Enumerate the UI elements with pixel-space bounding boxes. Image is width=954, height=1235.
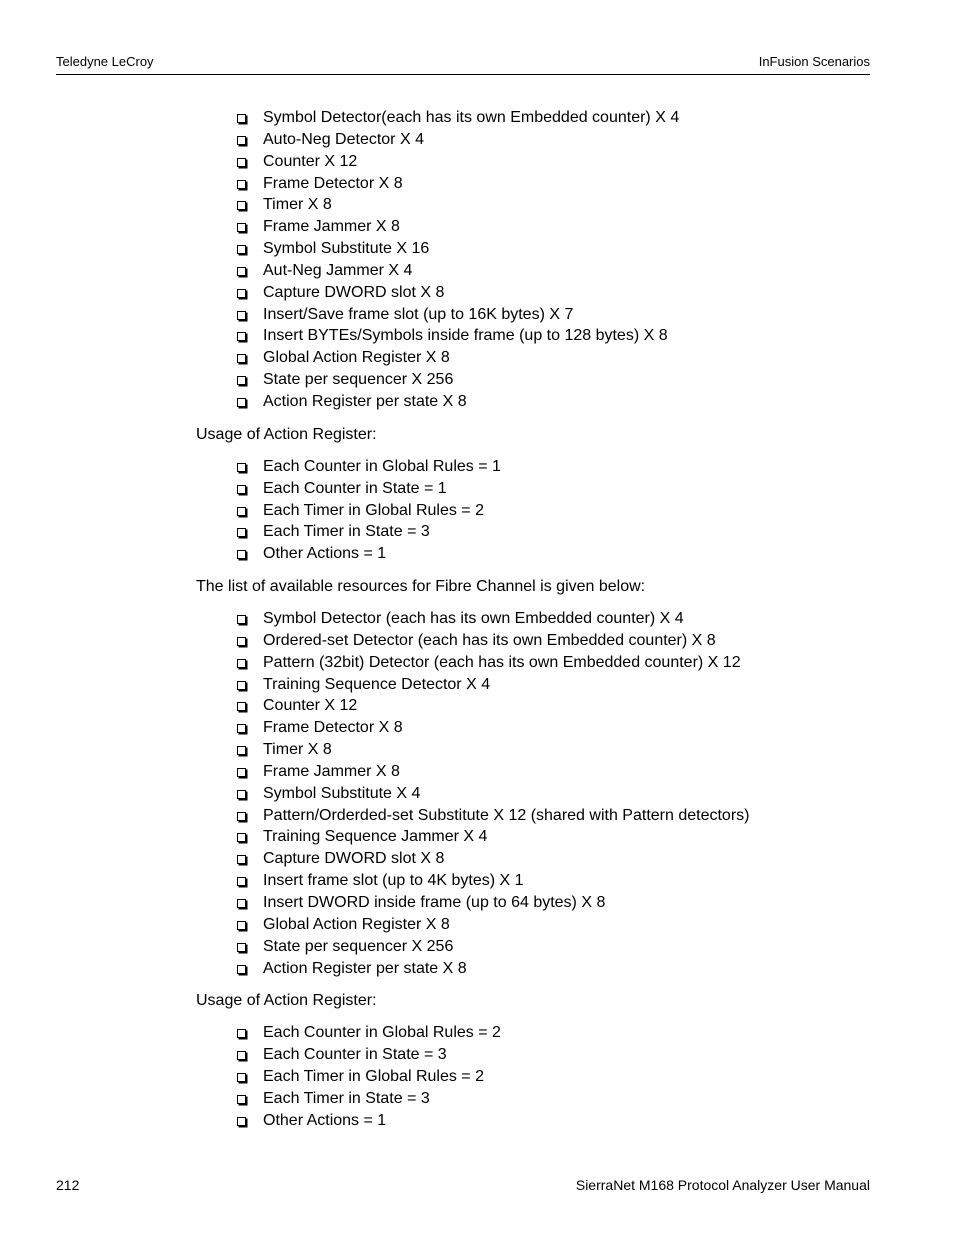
- list-item: [237, 282, 836, 304]
- usage-heading-1: Usage of Action Register:: [196, 425, 377, 443]
- list-item: [237, 826, 836, 848]
- checkbox-bullet-icon: [237, 702, 246, 711]
- checkbox-bullet-icon: [237, 921, 246, 930]
- list-item-text: Frame Detector X 8: [263, 719, 403, 737]
- checkbox-bullet-icon: [237, 1073, 246, 1082]
- list-item: [237, 500, 836, 522]
- list-item-text: Pattern (32bit) Detector (each has its own Embedded counter) X 12: [263, 653, 741, 671]
- resource-list-ethernet: [237, 107, 836, 413]
- checkbox-bullet-icon: [237, 1029, 246, 1038]
- list-item-text: State per sequencer X 256: [263, 371, 454, 389]
- list-item: [237, 151, 836, 173]
- list-item: [237, 630, 836, 652]
- list-item-text: Aut-Neg Jammer X 4: [263, 261, 413, 279]
- list-item: [237, 717, 836, 739]
- list-item: [237, 892, 836, 914]
- checkbox-bullet-icon: [237, 550, 246, 559]
- list-item-text: Capture DWORD slot X 8: [263, 283, 445, 301]
- list-item-text: Frame Jammer X 8: [263, 218, 400, 236]
- list-item-text: Each Timer in Global Rules = 2: [263, 501, 484, 519]
- checkbox-bullet-icon: [237, 114, 246, 123]
- list-item: [237, 674, 836, 696]
- list-item-text: Insert BYTEs/Symbols inside frame (up to 128 bytes) X 8: [263, 327, 668, 345]
- list-item-text: Pattern/Orderded-set Substitute X 12 (shared with Pattern detectors): [263, 806, 750, 824]
- list-item: [237, 521, 836, 543]
- list-item: [237, 1022, 836, 1044]
- list-item-text: Timer X 8: [263, 741, 332, 759]
- list-item: [237, 325, 836, 347]
- list-item-text: Action Register per state X 8: [263, 959, 467, 977]
- checkbox-bullet-icon: [237, 637, 246, 646]
- checkbox-bullet-icon: [237, 790, 246, 799]
- checkbox-bullet-icon: [237, 376, 246, 385]
- list-item-text: Insert/Save frame slot (up to 16K bytes) X 7: [263, 305, 574, 323]
- checkbox-bullet-icon: [237, 354, 246, 363]
- list-item-text: Insert frame slot (up to 4K bytes) X 1: [263, 872, 524, 890]
- list-item-text: Frame Jammer X 8: [263, 762, 400, 780]
- list-item: [237, 347, 836, 369]
- list-item: [237, 216, 836, 238]
- manual-title: SierraNet M168 Protocol Analyzer User Manual: [575, 1177, 870, 1193]
- checkbox-bullet-icon: [237, 507, 246, 516]
- checkbox-bullet-icon: [237, 877, 246, 886]
- list-item: [237, 805, 836, 827]
- checkbox-bullet-icon: [237, 899, 246, 908]
- page-header: [56, 52, 870, 75]
- list-item-text: Each Timer in State = 3: [263, 1089, 430, 1107]
- usage-list-2: [237, 1022, 836, 1131]
- list-item-text: Action Register per state X 8: [263, 392, 467, 410]
- checkbox-bullet-icon: [237, 965, 246, 974]
- checkbox-bullet-icon: [237, 463, 246, 472]
- checkbox-bullet-icon: [237, 855, 246, 864]
- list-item: [237, 173, 836, 195]
- list-item-text: Each Timer in Global Rules = 2: [263, 1068, 484, 1086]
- list-item: [237, 958, 836, 980]
- header-section: InFusion Scenarios: [758, 54, 870, 69]
- checkbox-bullet-icon: [237, 245, 246, 254]
- list-item-text: Symbol Substitute X 4: [263, 784, 421, 802]
- list-item: [237, 1088, 836, 1110]
- list-item: [237, 608, 836, 630]
- list-item: [237, 739, 836, 761]
- list-item-text: Each Counter in State = 1: [263, 479, 447, 497]
- page-number: 212: [56, 1177, 80, 1193]
- list-item: [237, 936, 836, 958]
- checkbox-bullet-icon: [237, 833, 246, 842]
- list-item-text: Symbol Detector (each has its own Embedded counter) X 4: [263, 610, 684, 628]
- checkbox-bullet-icon: [237, 746, 246, 755]
- checkbox-bullet-icon: [237, 659, 246, 668]
- checkbox-bullet-icon: [237, 136, 246, 145]
- list-item-text: Capture DWORD slot X 8: [263, 850, 445, 868]
- list-item-text: Each Counter in Global Rules = 2: [263, 1024, 501, 1042]
- list-item: [237, 456, 836, 478]
- checkbox-bullet-icon: [237, 201, 246, 210]
- list-item-text: Frame Detector X 8: [263, 174, 403, 192]
- list-item-text: Each Counter in State = 3: [263, 1046, 447, 1064]
- list-item: [237, 391, 836, 413]
- checkbox-bullet-icon: [237, 223, 246, 232]
- checkbox-bullet-icon: [237, 267, 246, 276]
- list-item: [237, 1110, 836, 1132]
- list-item: [237, 783, 836, 805]
- list-item-text: Insert DWORD inside frame (up to 64 bytes) X 8: [263, 894, 606, 911]
- list-item: [237, 848, 836, 870]
- checkbox-bullet-icon: [237, 1117, 246, 1126]
- list-item: [237, 194, 836, 216]
- checkbox-bullet-icon: [237, 398, 246, 407]
- checkbox-bullet-icon: [237, 812, 246, 821]
- list-item-text: Training Sequence Detector X 4: [263, 675, 491, 693]
- header-company: Teledyne LeCroy: [56, 54, 154, 69]
- list-item: [237, 238, 836, 260]
- list-item-text: Counter X 12: [263, 697, 358, 715]
- list-item-text: State per sequencer X 256: [263, 937, 454, 955]
- fibre-channel-intro: The list of available resources for Fibre Channel is given below:: [196, 578, 646, 596]
- list-item: [237, 304, 836, 326]
- list-item: [237, 369, 836, 391]
- checkbox-bullet-icon: [237, 311, 246, 320]
- list-item: [237, 870, 836, 892]
- checkbox-bullet-icon: [237, 485, 246, 494]
- checkbox-bullet-icon: [237, 615, 246, 624]
- checkbox-bullet-icon: [237, 158, 246, 167]
- list-item-text: Symbol Substitute X 16: [263, 240, 430, 258]
- list-item: [237, 914, 836, 936]
- list-item-text: Global Action Register X 8: [263, 349, 450, 367]
- checkbox-bullet-icon: [237, 681, 246, 690]
- list-item-text: Global Action Register X 8: [263, 915, 450, 933]
- list-item-text: Symbol Detector(each has its own Embedded counter) X 4: [263, 109, 680, 126]
- list-item-text: Counter X 12: [263, 152, 358, 170]
- list-item-text: Other Actions = 1: [263, 1111, 387, 1129]
- list-item: [237, 1066, 836, 1088]
- usage-heading-2: Usage of Action Register:: [196, 992, 377, 1010]
- checkbox-bullet-icon: [237, 768, 246, 777]
- list-item: [237, 478, 836, 500]
- list-item: [237, 107, 836, 129]
- usage-list-1: [237, 456, 836, 565]
- checkbox-bullet-icon: [237, 724, 246, 733]
- checkbox-bullet-icon: [237, 1051, 246, 1060]
- list-item: [237, 129, 836, 151]
- list-item: [237, 543, 836, 565]
- checkbox-bullet-icon: [237, 528, 246, 537]
- checkbox-bullet-icon: [237, 1095, 246, 1104]
- list-item: [237, 761, 836, 783]
- list-item-text: Each Counter in Global Rules = 1: [263, 457, 501, 475]
- resource-list-fibre-channel: [237, 608, 836, 979]
- list-item-text: Training Sequence Jammer X 4: [263, 828, 488, 846]
- list-item: [237, 1044, 836, 1066]
- checkbox-bullet-icon: [237, 943, 246, 952]
- list-item-text: Each Timer in State = 3: [263, 523, 430, 541]
- list-item: [237, 652, 836, 674]
- checkbox-bullet-icon: [237, 332, 246, 341]
- list-item-text: Timer X 8: [263, 196, 332, 214]
- page-content: [196, 107, 836, 1132]
- list-item-text: Other Actions = 1: [263, 545, 387, 563]
- checkbox-bullet-icon: [237, 289, 246, 298]
- list-item: [237, 260, 836, 282]
- list-item-text: Auto-Neg Detector X 4: [263, 130, 424, 148]
- list-item: [237, 695, 836, 717]
- list-item-text: Ordered-set Detector (each has its own Embedded counter) X 8: [263, 631, 716, 649]
- checkbox-bullet-icon: [237, 180, 246, 189]
